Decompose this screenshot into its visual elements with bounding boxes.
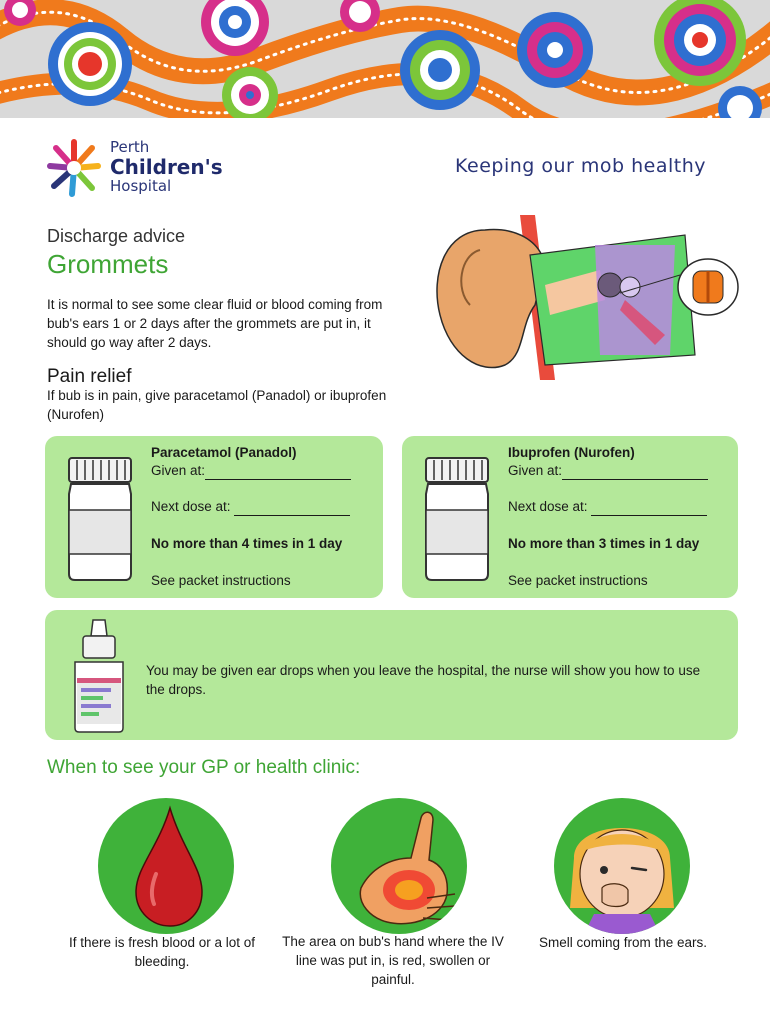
- tagline: Keeping our mob healthy: [455, 155, 707, 177]
- blood-drop-icon: [98, 798, 234, 934]
- pill-bottle-icon: [418, 450, 496, 582]
- logo-hospital: Hospital: [110, 177, 172, 195]
- next-dose-label: Next dose at:: [508, 499, 588, 514]
- given-at-field[interactable]: [562, 465, 708, 480]
- given-at-label: Given at:: [508, 463, 563, 478]
- gp-caption-blood: If there is fresh blood or a lot of bleeding.: [68, 935, 256, 969]
- ibuprofen-card: [402, 436, 738, 598]
- next-dose-field[interactable]: [234, 501, 350, 516]
- packet-instructions: See packet instructions: [151, 573, 291, 588]
- intro-paragraph: It is normal to see some clear fluid or blood coming from bub's ears 1 or 2 days after the grommets are put in, it should go way after 2 days.: [47, 297, 383, 350]
- dose-limit: No more than 3 times in 1 day: [508, 536, 700, 551]
- dose-limit: No more than 4 times in 1 day: [151, 536, 343, 551]
- pain-relief-text: If bub is in pain, give paracetamol (Panadol) or ibuprofen (Nurofen): [47, 388, 387, 422]
- sore-hand-icon: [331, 798, 467, 934]
- medicine-name: Ibuprofen (Nurofen): [508, 445, 635, 460]
- next-dose-field[interactable]: [591, 501, 707, 516]
- document-title: Grommets: [47, 249, 169, 279]
- document-subtitle: Discharge advice: [47, 226, 186, 246]
- pain-relief-heading: Pain relief: [47, 366, 132, 387]
- next-dose-label: Next dose at:: [151, 499, 231, 514]
- gp-caption-hand: The area on bub's hand where the IV line was put in, is red, swollen or painful.: [282, 934, 504, 987]
- smell-icon: [554, 798, 690, 934]
- medicine-name: Paracetamol (Panadol): [151, 445, 297, 460]
- ear-drops-bottle-icon: [69, 618, 129, 734]
- packet-instructions: See packet instructions: [508, 573, 648, 588]
- paracetamol-card: [45, 436, 383, 598]
- logo-perth: Perth: [110, 138, 150, 156]
- pill-bottle-icon: [61, 450, 139, 582]
- ear-diagram-icon: [425, 205, 740, 385]
- sunburst-logo-icon: [44, 136, 104, 198]
- hospital-logo: [44, 136, 234, 202]
- gp-caption-smell: Smell coming from the ears.: [538, 935, 708, 950]
- ear-drops-text: You may be given ear drops when you leave the hospital, the nurse will show you how to use the drops.: [146, 663, 701, 697]
- art-banner: [0, 0, 770, 118]
- given-at-field[interactable]: [205, 465, 351, 480]
- ear-drops-card: [45, 610, 738, 740]
- gp-heading: When to see your GP or health clinic:: [47, 757, 361, 778]
- logo-childrens: Children's: [110, 155, 223, 179]
- given-at-label: Given at:: [151, 463, 206, 478]
